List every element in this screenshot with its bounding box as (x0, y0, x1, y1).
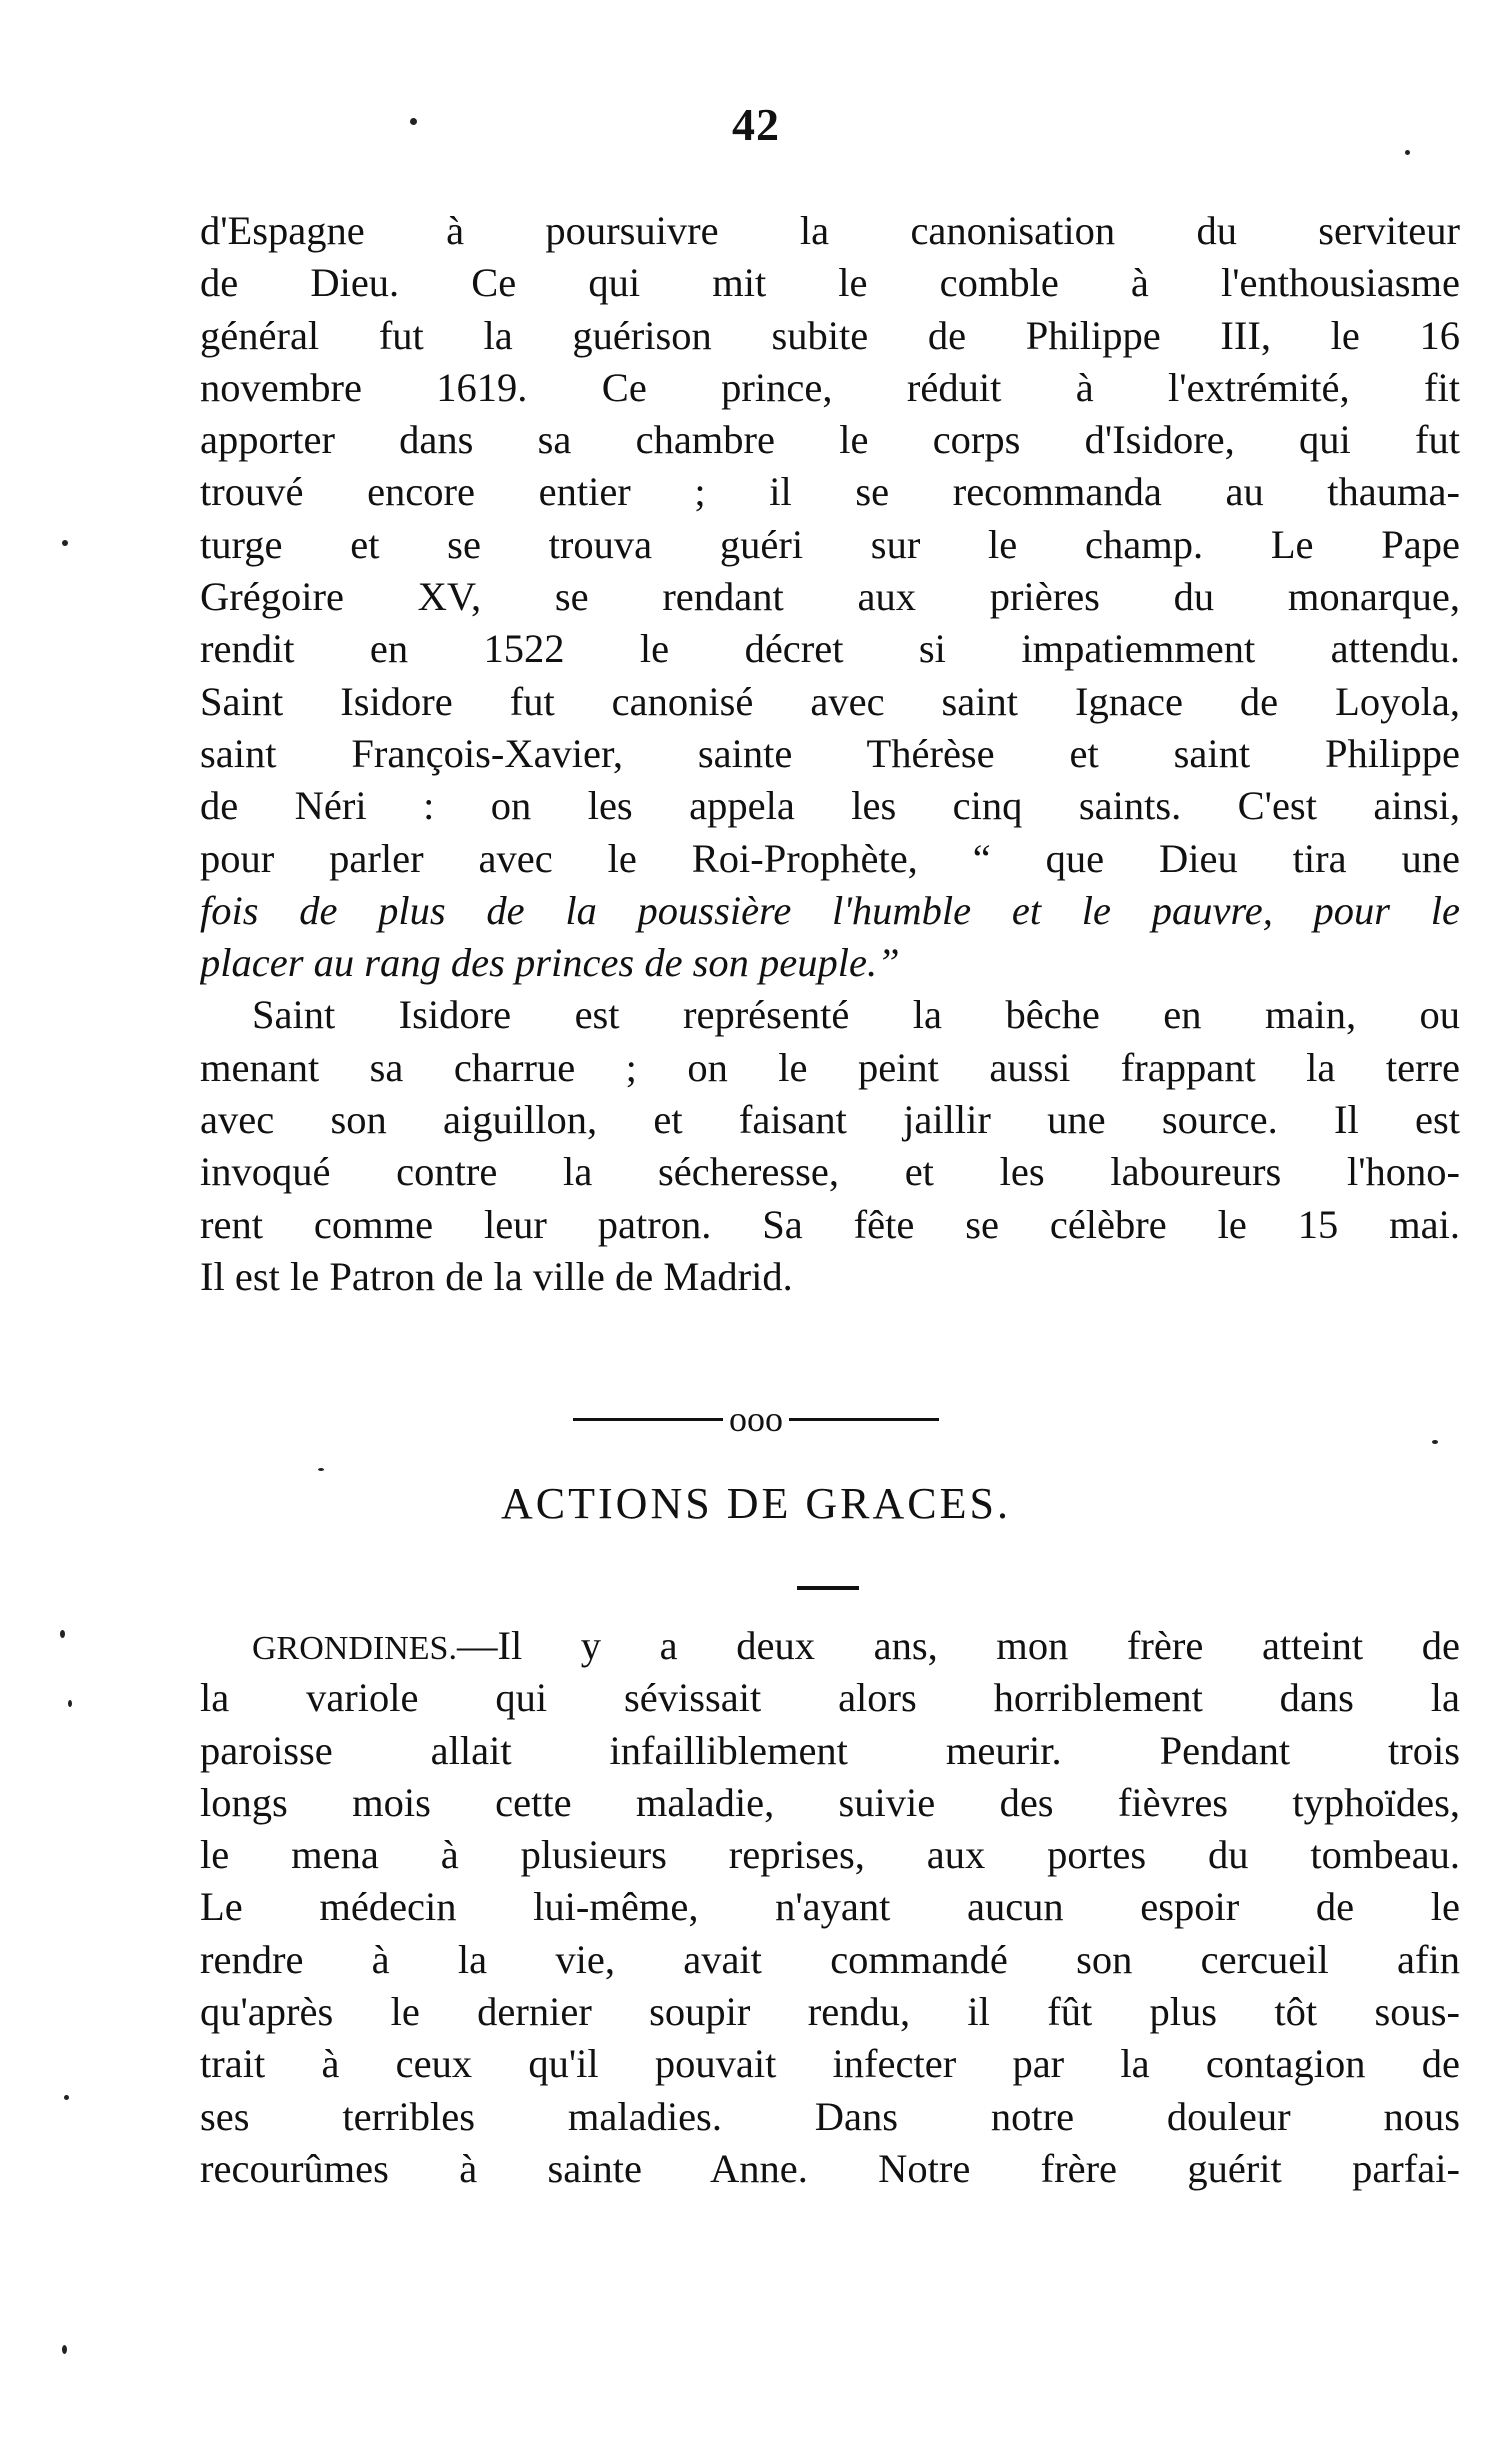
text-line: rent comme leur patron. Sa fête se célèbre le 15 mai. (200, 1201, 1460, 1247)
scan-speck (62, 2345, 67, 2354)
text-line: général fut la guérison subite de Philippe III, le 16 (200, 312, 1460, 358)
scan-speck (1405, 150, 1410, 155)
text-line: pour parler avec le Roi-Prophète, “ que Dieu tira une (200, 835, 1460, 881)
section-heading: ACTIONS DE GRACES. (501, 1479, 1011, 1528)
text-line: la variole qui sévissait alors horriblement dans la (200, 1675, 1460, 1721)
text-line: Le médecin lui-même, n'ayant aucun espoir de le (200, 1884, 1460, 1930)
body-text-top (200, 205, 1460, 1303)
section-divider (0, 1398, 1512, 1440)
text-line: invoqué contre la sécheresse, et les laboureurs l'hono- (200, 1149, 1460, 1195)
text-line: turge et se trouva guéri sur le champ. Le Pape (200, 521, 1460, 567)
text-line: ses terribles maladies. Dans notre douleur nous (200, 2093, 1460, 2139)
scan-speck (62, 540, 68, 546)
scan-speck (68, 1700, 72, 1707)
scan-speck (318, 1468, 324, 1471)
text-line: fois de plus de la poussière l'humble et le pauvre, pour le (200, 887, 1460, 933)
scan-speck (1432, 1440, 1438, 1444)
text-line: placer au rang des princes de son peuple.” (200, 940, 900, 986)
text-line: novembre 1619. Ce prince, réduit à l'extrémité, fit (200, 364, 1460, 410)
text-line: paroisse allait infailliblement meurir. Pendant trois (200, 1727, 1460, 1773)
text-line: de Néri : on les appela les cinq saints. C'est ainsi, (200, 783, 1460, 829)
text-line: de Dieu. Ce qui mit le comble à l'enthousiasme (200, 260, 1460, 306)
text-line: trouvé encore entier ; il se recommanda au thauma- (200, 469, 1460, 515)
text-line: d'Espagne à poursuivre la canonisation du serviteur (200, 208, 1460, 253)
text-line: rendre à la vie, avait commandé son cercueil afin (200, 1936, 1460, 1982)
text-line: longs mois cette maladie, suivie des fièvres typhoïdes, (200, 1779, 1460, 1825)
text-line: trait à ceux qu'il pouvait infecter par la contagion de (200, 2041, 1460, 2087)
divider-ornament: ooo (729, 1399, 783, 1439)
place-name: GRONDINES. (252, 1630, 457, 1667)
text-line: Il est le Patron de la ville de Madrid. (200, 1253, 793, 1299)
text-line: Saint Isidore fut canonisé avec saint Ignace de Loyola, (200, 678, 1460, 724)
text-line: qu'après le dernier soupir rendu, il fût plus tôt sous- (200, 1989, 1460, 2035)
text-line: Saint Isidore est représenté la bêche en main, ou (252, 992, 1460, 1038)
text-line: saint François-Xavier, sainte Thérèse et saint Philippe (200, 730, 1460, 776)
divider-rule-left (573, 1418, 723, 1421)
text-line: menant sa charrue ; on le peint aussi frappant la terre (200, 1044, 1460, 1090)
divider-rule-right (789, 1418, 939, 1421)
text-line: Grégoire XV, se rendant aux prières du monarque, (200, 574, 1460, 620)
text-line: le mena à plusieurs reprises, aux portes du tombeau. (200, 1832, 1460, 1878)
scan-speck (64, 2095, 69, 2100)
scan-speck (410, 118, 417, 125)
body-text-bottom (200, 1620, 1460, 2195)
first-line-text: —Il y a deux ans, mon frère atteint de (456, 1623, 1460, 1668)
text-line: apporter dans sa chambre le corps d'Isidore, qui fut (200, 417, 1460, 463)
page-number: 42 (732, 99, 780, 150)
scan-speck (60, 1630, 65, 1638)
text-line (200, 1620, 1460, 1672)
text-line: avec son aiguillon, et faisant jaillir une source. Il est (200, 1097, 1460, 1143)
text-line: rendit en 1522 le décret si impatiemment attendu. (200, 626, 1460, 672)
heading-underline (797, 1586, 859, 1590)
text-line: recourûmes à sainte Anne. Notre frère guérit parfai- (200, 2145, 1460, 2191)
